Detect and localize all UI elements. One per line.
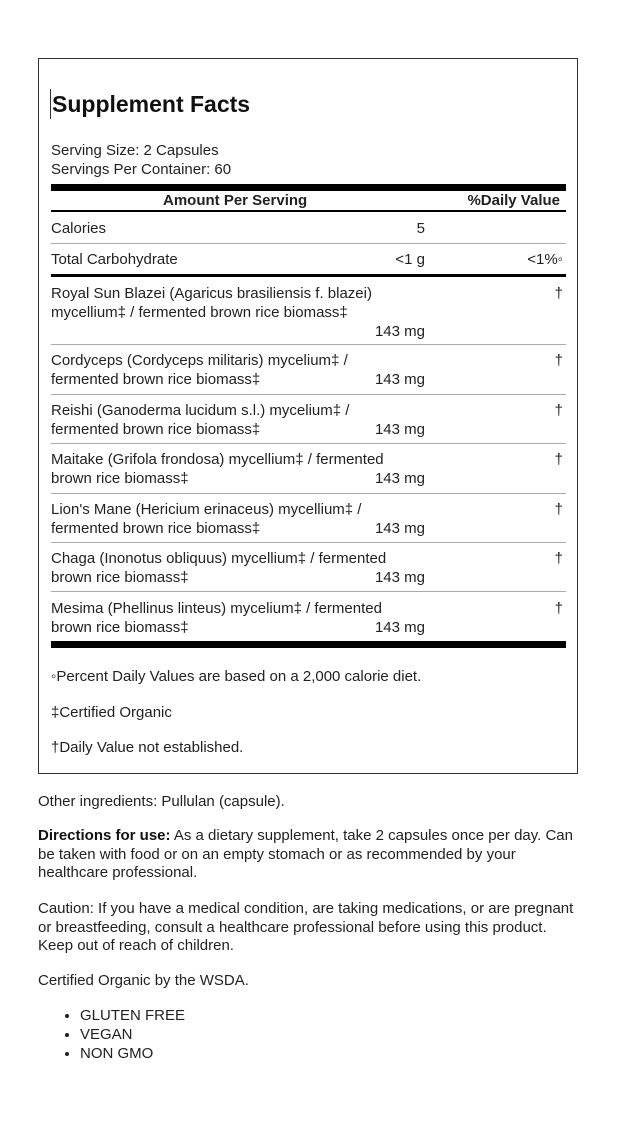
serving-info	[51, 141, 231, 179]
directions-for-use	[38, 827, 583, 883]
badge-gluten-free: • GLUTEN FREE	[80, 1006, 185, 1025]
footnote-dv-not-established: †Daily Value not established.	[51, 739, 244, 756]
divider-thin	[51, 443, 566, 444]
divider-thick	[51, 641, 566, 648]
header-daily-value: %Daily Value	[467, 192, 560, 209]
divider-header	[51, 210, 566, 212]
caution-text: Caution: If you have a medical condition, are taking medications, or are pregnant or breastfeeding, consult a healthcare professional before using this product. Keep out of reach of children.	[38, 900, 574, 954]
supplement-facts-panel: Supplement Facts Serving Size: 2 Capsules Servings Per Container: 60 Amount Per Serving %Daily Value Calories 5 Total Carbohydrate <1 g <1%◦ Royal Sun Blazei (Agaricus brasiliensis f. blazei) mycellium‡ / fermented brown rice biomass‡ 143 mg † Cordyceps (Cordyceps militaris) mycelium‡ / fermented brown rice biomass‡ 143 mg † Reishi (Ganoderma lucidum s.l.) mycelium‡ / fermented brown rice biomass‡ 143 mg † Maitake (Grifola frondosa) mycellium‡ / fermented brown rice biomass‡ 143 mg † Lion's Mane (Hericium erinaceus) mycellium‡ / fermented brown rice biomass‡ 143 mg † Chaga (Inonotus obliquus) mycellium‡ / fermented brown rice biomass‡ 143 mg † Mesima (Phellinus linteus) mycelium‡ / fermented brown rice biomass‡ 143 mg † ◦Percent Daily Values are based on a 2,000 calorie diet. ‡Certified Organic †Daily Value not established.	[38, 58, 578, 774]
panel-title: Supplement Facts	[52, 91, 251, 117]
header-amount-per-serving: Amount Per Serving	[163, 192, 308, 209]
table-header	[51, 192, 566, 210]
divider-thin	[51, 344, 566, 345]
divider-medium	[51, 274, 566, 277]
directions-label: Directions for use:	[38, 827, 171, 844]
other-ingredients: Other ingredients: Pullulan (capsule).	[38, 793, 285, 810]
divider-thin	[51, 542, 566, 543]
badge-vegan: • VEGAN	[80, 1025, 185, 1044]
footnote-daily-values: ◦Percent Daily Values are based on a 2,000 calorie diet.	[51, 668, 422, 685]
footnote-certified-organic: ‡Certified Organic	[51, 704, 172, 721]
serving-size: Serving Size: 2 Capsules	[51, 142, 219, 159]
divider-thin	[51, 243, 566, 244]
badge-non-gmo: • NON GMO	[80, 1044, 185, 1063]
divider-thin	[51, 394, 566, 395]
certification-text: Certified Organic by the WSDA.	[38, 972, 249, 989]
badge-list	[38, 1006, 185, 1063]
divider-thick	[51, 184, 566, 191]
directions-text: As a dietary supplement, take 2 capsules once per day. Can be taken with food or on an empty stomach or as recommended by your healthcare professional.	[38, 827, 573, 881]
divider-thin	[51, 591, 566, 592]
divider-thin	[51, 493, 566, 494]
servings-per-container: Servings Per Container: 60	[51, 161, 232, 178]
